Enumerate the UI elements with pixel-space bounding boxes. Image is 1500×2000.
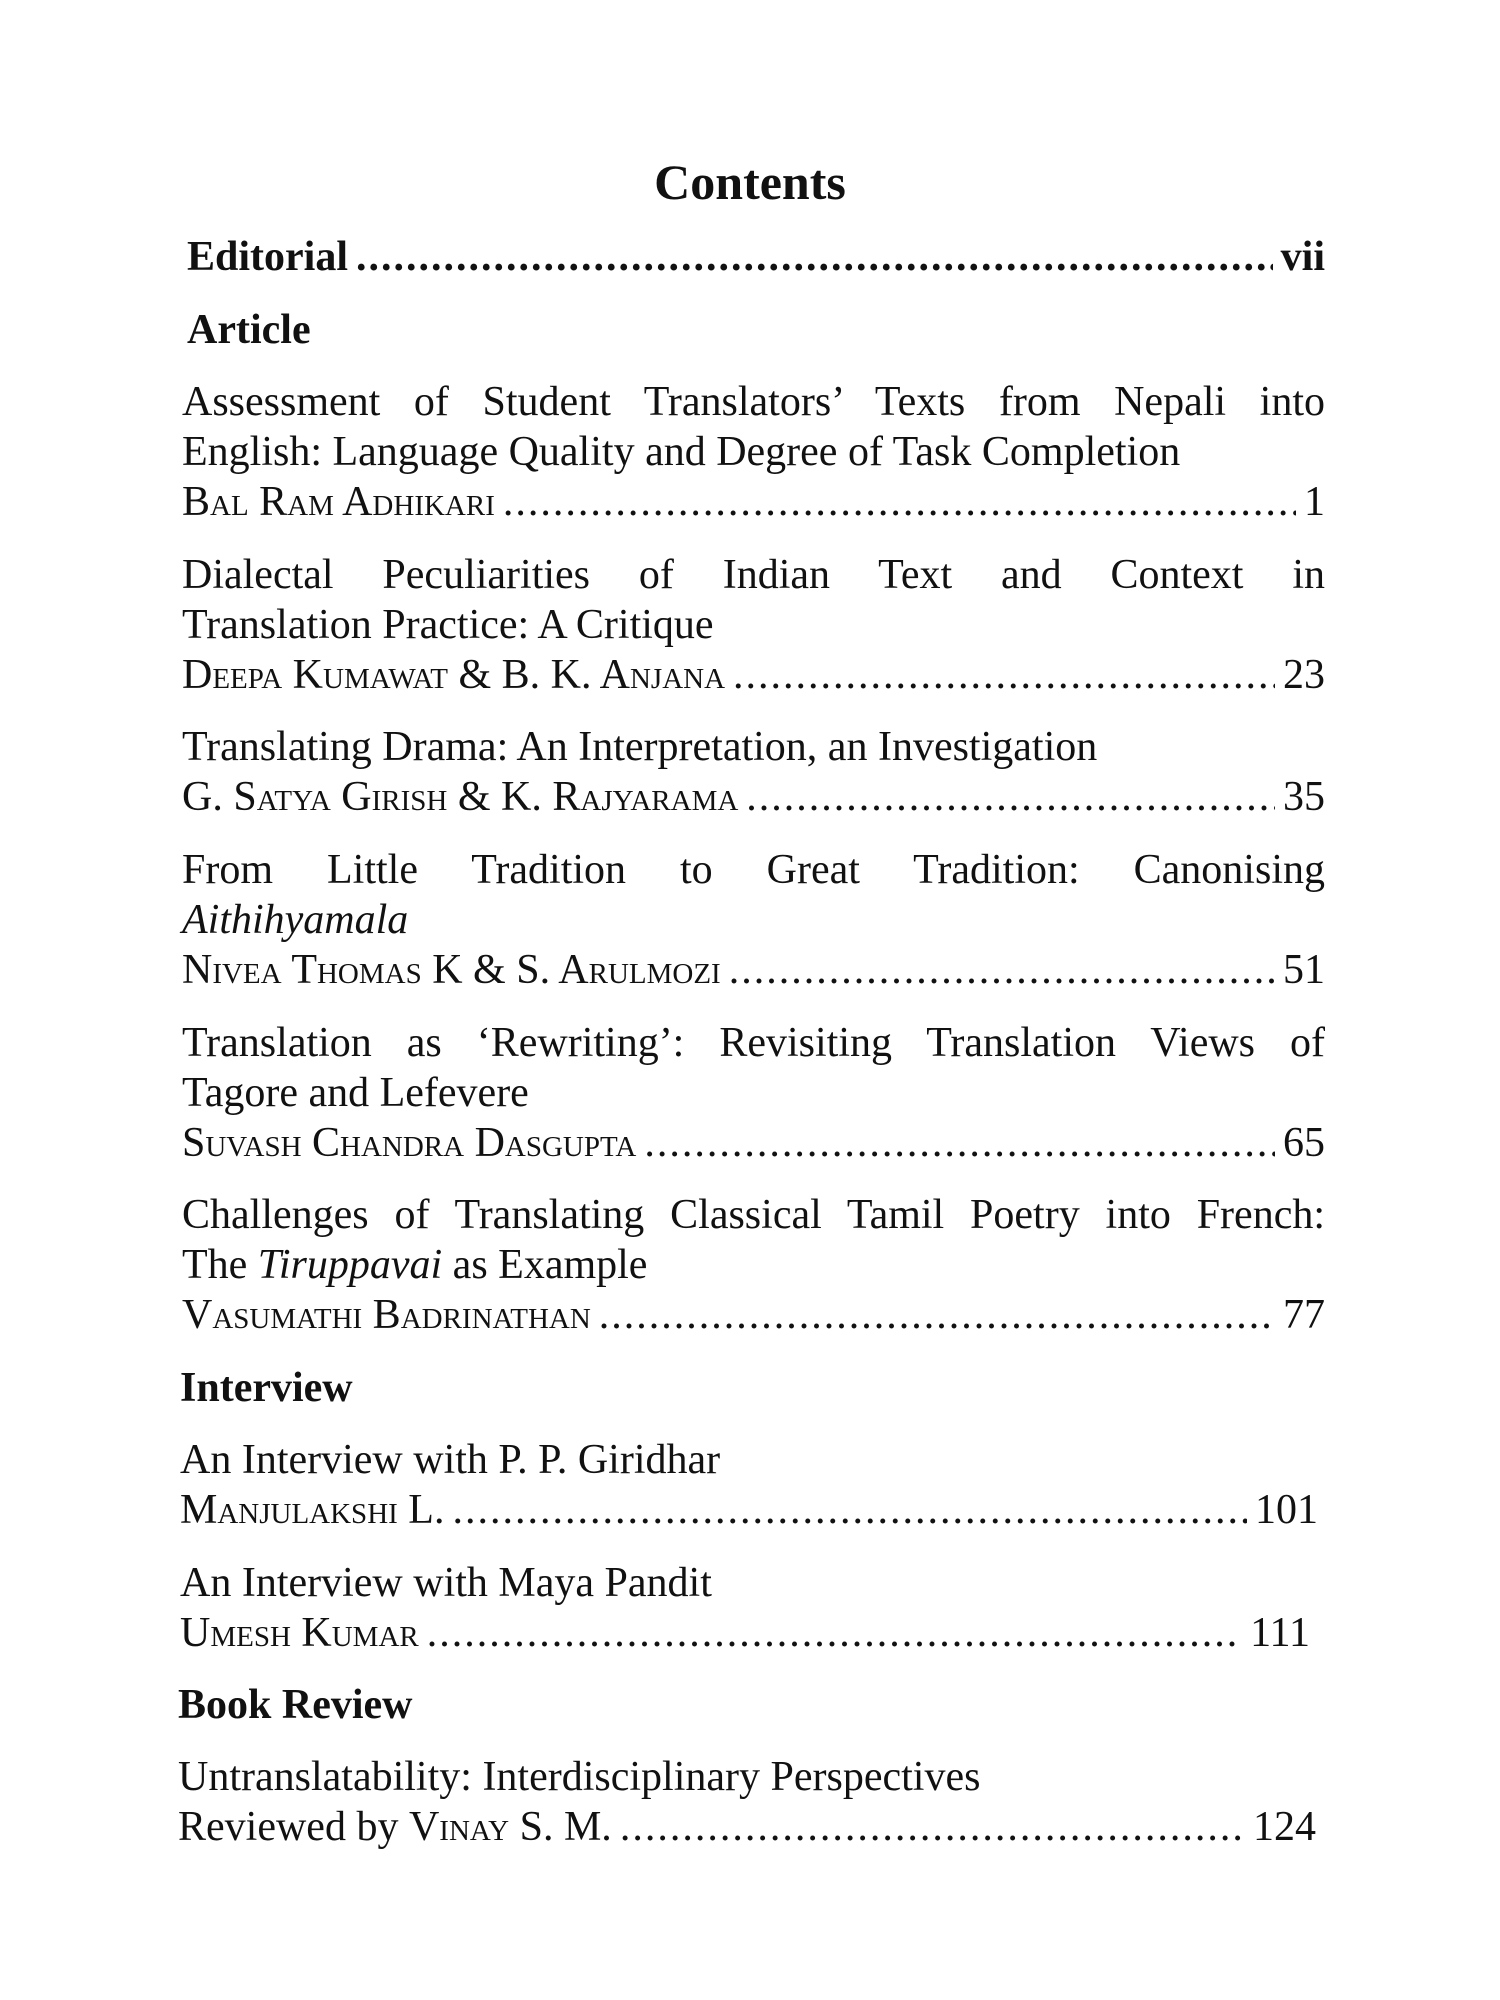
article-title-line: Tagore and Lefevere — [182, 1070, 529, 1116]
author-name: Nivea Thomas K & S. Arulmozi — [182, 947, 721, 993]
dot-leader — [452, 1485, 1247, 1535]
dot-leader — [729, 945, 1275, 995]
page-title: Contents — [654, 154, 846, 210]
article-title-italic: Tiruppavai — [257, 1242, 443, 1288]
article-title-line: English: Language Quality and Degree of Task Completion — [182, 429, 1181, 475]
dot-leader — [644, 1118, 1275, 1168]
author-name: Manjulakshi L. — [180, 1487, 445, 1533]
dot-leader — [620, 1802, 1245, 1852]
page-number: 51 — [1283, 947, 1325, 993]
author-name: Vasumathi Badrinathan — [182, 1292, 591, 1338]
author-name: Vinay S. M. — [408, 1804, 612, 1850]
section-heading-article: Article — [187, 307, 311, 353]
dot-leader — [599, 1290, 1275, 1340]
reviewer-line — [178, 1802, 612, 1852]
article-title-line: Translation Practice: A Critique — [182, 602, 714, 648]
dot-leader — [503, 477, 1296, 527]
toc-entry-interview[interactable] — [180, 1485, 1318, 1535]
author-name: Umesh Kumar — [180, 1610, 419, 1656]
page-number: 65 — [1283, 1120, 1325, 1166]
page-number: vii — [1280, 234, 1325, 280]
article-title-line: From Little Tradition to Great Tradition: Canonising — [182, 847, 1325, 893]
article-title-text: The — [182, 1242, 258, 1288]
page-number: 111 — [1250, 1610, 1310, 1656]
toc-entry-article[interactable] — [182, 650, 1325, 700]
article-title-line: Dialectal Peculiarities of Indian Text and Context in — [182, 552, 1325, 598]
author-name: Suvash Chandra Dasgupta — [182, 1120, 637, 1166]
page-number: 35 — [1283, 774, 1325, 820]
page-number: 1 — [1304, 479, 1325, 525]
author-name: G. Satya Girish & K. Rajyarama — [182, 774, 739, 820]
page-number: 23 — [1283, 652, 1325, 698]
reviewed-by-prefix: Reviewed by — [178, 1804, 409, 1850]
dot-leader — [356, 232, 1273, 282]
toc-entry-article[interactable] — [182, 1290, 1325, 1340]
review-title: Untranslatability: Interdisciplinary Perspectives — [178, 1754, 981, 1800]
article-title-line: Translating Drama: An Interpretation, an Investigation — [182, 724, 1098, 770]
article-title-text: as Example — [442, 1242, 648, 1288]
toc-entry-article[interactable] — [182, 477, 1325, 527]
section-heading-book-review: Book Review — [178, 1682, 413, 1728]
toc-entry-article[interactable] — [182, 772, 1325, 822]
page-number: 101 — [1255, 1487, 1318, 1533]
article-title-line: Challenges of Translating Classical Tamil Poetry into French: — [182, 1192, 1325, 1238]
article-title-line: Aithihyamala — [182, 897, 409, 943]
article-title-line: Assessment of Student Translators’ Texts from Nepali into — [182, 379, 1325, 425]
editorial-label: Editorial — [187, 234, 349, 280]
dot-leader — [746, 772, 1275, 822]
dot-leader — [733, 650, 1275, 700]
dot-leader — [427, 1608, 1242, 1658]
article-title-line — [182, 1240, 1325, 1290]
interview-title: An Interview with Maya Pandit — [180, 1560, 712, 1606]
page-number: 77 — [1283, 1292, 1325, 1338]
section-heading-interview: Interview — [180, 1365, 353, 1411]
interview-title: An Interview with P. P. Giridhar — [180, 1437, 721, 1483]
toc-entry-editorial[interactable] — [187, 232, 1325, 282]
toc-entry-article[interactable] — [182, 1118, 1325, 1168]
toc-entry-interview[interactable] — [180, 1608, 1310, 1658]
page-number: 124 — [1253, 1804, 1316, 1850]
toc-entry-article[interactable] — [182, 945, 1325, 995]
article-title-line: Translation as ‘Rewriting’: Revisiting Translation Views of — [182, 1020, 1325, 1066]
author-name: Bal Ram Adhikari — [182, 479, 495, 525]
author-name: Deepa Kumawat & B. K. Anjana — [182, 652, 726, 698]
toc-entry-review[interactable] — [178, 1802, 1316, 1852]
